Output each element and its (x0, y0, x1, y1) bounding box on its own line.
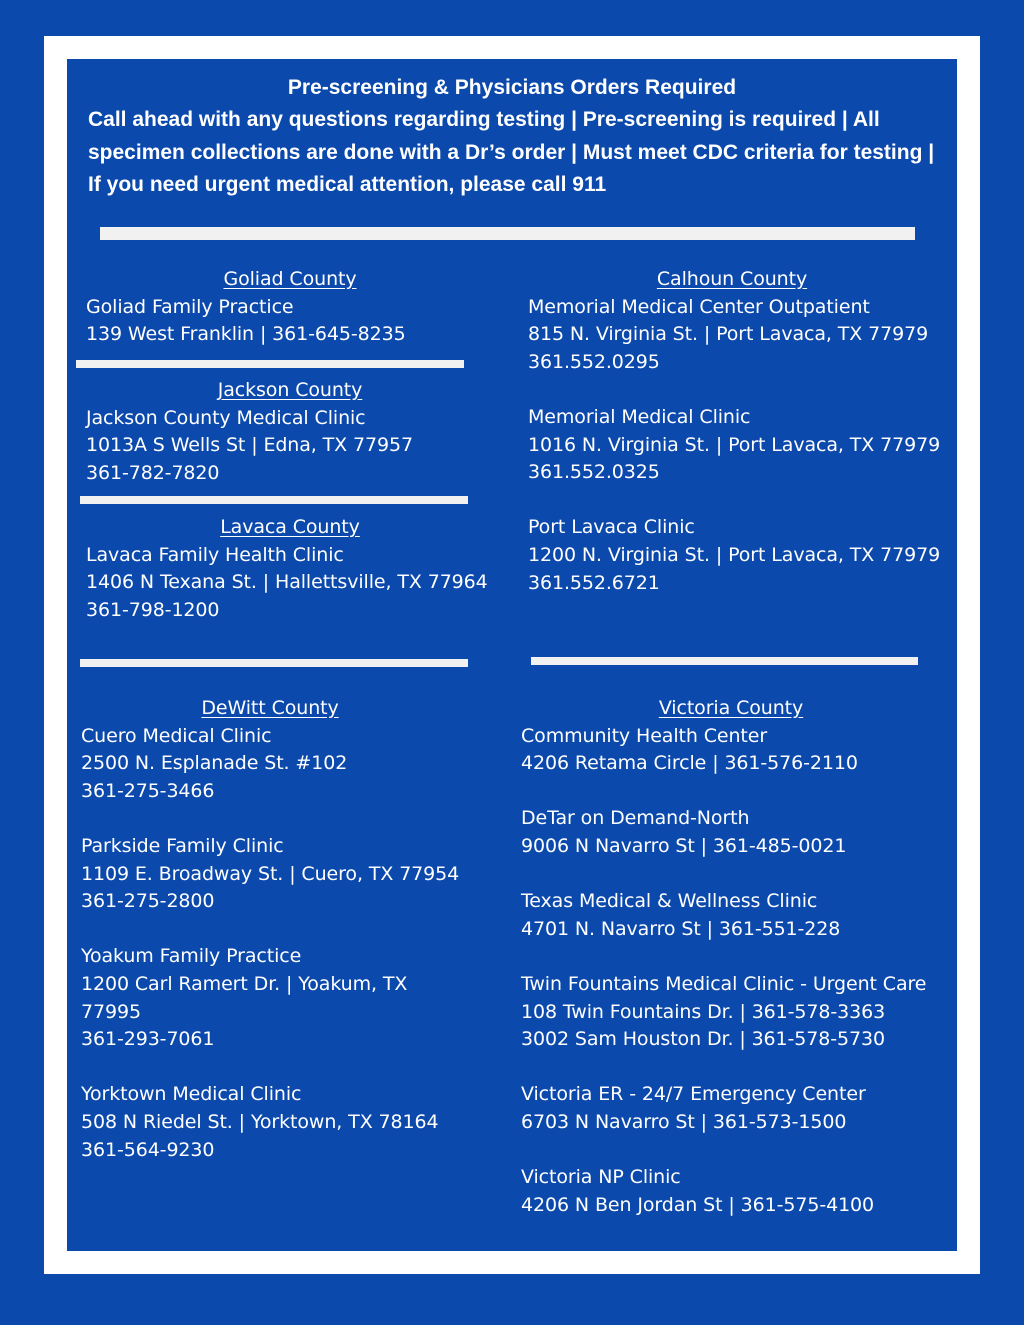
clinic-name: Twin Fountains Medical Clinic - Urgent Care (521, 972, 927, 995)
clinic-address: 1013A S Wells St | Edna, TX 77957 (86, 434, 413, 457)
clinic-name: Yorktown Medical Clinic (81, 1083, 302, 1106)
clinic-phone: 361-564-9230 (81, 1138, 215, 1161)
clinic-address: 1406 N Texana St. | Hallettsville, TX 77964 (86, 571, 488, 594)
clinic-address: 2500 N. Esplanade St. #102 (81, 752, 348, 775)
clinic-phone: 361.552.0295 (528, 350, 660, 373)
county-heading-lavaca: Lavaca County (220, 516, 360, 538)
county-heading-calhoun: Calhoun County (656, 268, 808, 290)
clinic-address-continued: 77995 (81, 1000, 141, 1023)
clinic-name: Memorial Medical Center Outpatient (528, 295, 870, 318)
clinic-phone: 361-782-7820 (86, 461, 220, 484)
clinic-name: Texas Medical & Wellness Clinic (521, 890, 818, 913)
divider-top (100, 227, 915, 240)
clinic-address: 139 West Franklin | 361-645-8235 (86, 323, 406, 346)
clinic-address: 108 Twin Fountains Dr. | 361-578-3363 (521, 1000, 886, 1023)
clinic-address: 508 N Riedel St. | Yorktown, TX 78164 (81, 1110, 439, 1133)
clinic-address: 4206 N Ben Jordan St | 361-575-4100 (521, 1193, 875, 1216)
clinic-name: Port Lavaca Clinic (528, 516, 695, 539)
divider-jackson (80, 496, 468, 504)
header-body: Call ahead with any questions regarding testing | Pre-screening is required | All specimen collections are done with a Dr’s order | Must meet CDC criteria for testing | If you need urgent medical attention, please call 911 (88, 108, 935, 196)
victoria-section (521, 695, 941, 1219)
county-heading-dewitt: DeWitt County (201, 697, 339, 719)
divider-calhoun (531, 657, 918, 665)
clinic-name: Cuero Medical Clinic (81, 724, 272, 747)
clinic-address: 6703 N Navarro St | 361-573-1500 (521, 1110, 847, 1133)
county-heading-victoria: Victoria County (658, 697, 804, 719)
clinic-name: Victoria NP Clinic (521, 1166, 681, 1189)
clinic-address: 4701 N. Navarro St | 361-551-228 (521, 917, 841, 940)
goliad-section (86, 266, 494, 349)
header-title: Pre-screening & Physicians Orders Required (287, 76, 737, 99)
county-heading-jackson: Jackson County (217, 379, 363, 401)
clinic-name: Jackson County Medical Clinic (86, 406, 366, 429)
clinic-name: Goliad Family Practice (86, 295, 294, 318)
clinic-name: Parkside Family Clinic (81, 834, 284, 857)
clinic-address: 4206 Retama Circle | 361-576-2110 (521, 752, 858, 775)
clinic-phone: 361-275-2800 (81, 890, 215, 913)
dewitt-section (81, 695, 459, 1164)
clinic-address: 1200 Carl Ramert Dr. | Yoakum, TX (81, 972, 408, 995)
clinic-address: 815 N. Virginia St. | Port Lavaca, TX 77979 (528, 323, 929, 346)
clinic-phone: 361.552.0325 (528, 461, 660, 484)
divider-goliad (76, 360, 464, 368)
header (88, 72, 936, 202)
clinic-address: 9006 N Navarro St | 361-485-0021 (521, 834, 847, 857)
clinic-address: 1016 N. Virginia St. | Port Lavaca, TX 77979 (528, 433, 941, 456)
clinic-name: Lavaca Family Health Clinic (86, 543, 344, 566)
clinic-name: Community Health Center (521, 724, 768, 747)
clinic-address: 1200 N. Virginia St. | Port Lavaca, TX 77979 (528, 543, 941, 566)
clinic-phone: 361-293-7061 (81, 1028, 215, 1051)
clinic-address-second-location: 3002 Sam Houston Dr. | 361-578-5730 (521, 1028, 885, 1051)
clinic-phone: 361-275-3466 (81, 779, 215, 802)
calhoun-section (528, 266, 941, 597)
clinic-name: Victoria ER - 24/7 Emergency Center (521, 1083, 866, 1106)
clinic-address: 1109 E. Broadway St. | Cuero, TX 77954 (81, 862, 460, 885)
clinic-name: Yoakum Family Practice (81, 945, 302, 968)
jackson-section (86, 377, 494, 487)
clinic-name: DeTar on Demand-North (521, 807, 750, 830)
clinic-name: Memorial Medical Clinic (528, 405, 751, 428)
clinic-phone: 361.552.6721 (528, 571, 660, 594)
county-heading-goliad: Goliad County (223, 268, 357, 290)
divider-lavaca (80, 659, 468, 667)
clinic-phone: 361-798-1200 (86, 598, 220, 621)
lavaca-section (86, 514, 494, 624)
